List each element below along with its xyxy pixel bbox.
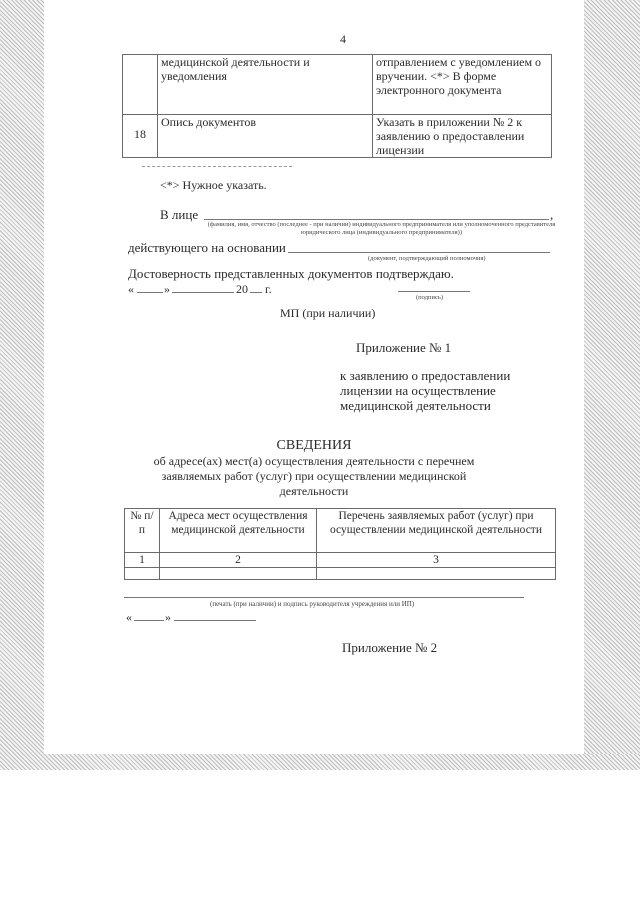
table-row — [123, 115, 552, 158]
seal-text: МП (при наличии) — [280, 306, 376, 320]
cell-number-2: 2 — [160, 553, 317, 568]
table-row — [125, 553, 556, 568]
appendix1-subtitle-1: к заявлению о предоставлении — [340, 368, 511, 383]
empty-cell — [125, 568, 160, 580]
appendix1-title: Приложение № 1 — [356, 340, 452, 355]
svedeniya-subheading-1: об адресе(ах) мест(а) осуществления деятельности с перечнем — [153, 454, 475, 468]
empty-cell — [160, 568, 317, 580]
row-number: 18 — [123, 115, 158, 158]
row-number — [123, 55, 158, 115]
confirm-text: Достоверность представленных документов подтверждаю. — [128, 266, 454, 281]
date-month-line — [172, 292, 234, 293]
date-mid: » — [164, 282, 170, 296]
cell-number-3: 3 — [317, 553, 556, 568]
scan-border-left — [0, 0, 44, 770]
table-row — [123, 55, 552, 115]
cell-number-1: 1 — [125, 553, 160, 568]
table-header-row — [125, 509, 556, 553]
column-header-number: № п/п — [125, 509, 160, 553]
requirements-table — [122, 54, 552, 158]
scan-border-right — [584, 0, 640, 770]
appendix2-title: Приложение № 2 — [342, 640, 438, 655]
addresses-table — [124, 508, 556, 580]
in-person-comma: , — [550, 207, 554, 222]
acting-caption: (документ, подтверждающий полномочия) — [368, 255, 486, 262]
in-person-label: В лице — [160, 207, 199, 222]
svedeniya-heading: СВЕДЕНИЯ — [276, 438, 352, 453]
row-method: Указать в приложении № 2 к заявлению о предоставлении лицензии — [373, 115, 552, 158]
bottom-date-day-line — [134, 620, 164, 621]
acting-line — [288, 252, 550, 253]
acting-label: действующего на основании — [128, 240, 286, 255]
row-name: медицинской деятельности и уведомления — [158, 55, 373, 115]
page-number: 4 — [340, 32, 346, 46]
column-header-addresses: Адреса мест осуществления медицинской деятельности — [160, 509, 317, 553]
row-method: отправлением с уведомлением о вручении. <*> В форме электронного документа — [373, 55, 552, 115]
bottom-date-month-line — [174, 620, 256, 621]
bottom-date-mid: » — [165, 610, 171, 624]
stamp-caption: (печать (при наличии) и подпись руководителя учреждения или ИП) — [210, 600, 415, 608]
date-year-line — [250, 292, 262, 293]
bottom-date-open: « — [126, 610, 132, 624]
table-row — [125, 568, 556, 580]
row-name: Опись документов — [158, 115, 373, 158]
signature-line — [398, 291, 470, 292]
stamp-line — [124, 597, 524, 598]
date-day-line — [137, 292, 163, 293]
scan-border-bottom — [0, 754, 640, 770]
svedeniya-subheading-3: деятельности — [279, 484, 349, 498]
column-header-services: Перечень заявляемых работ (услуг) при осуществлении медицинской деятельности — [317, 509, 556, 553]
appendix1-subtitle-3: медицинской деятельности — [340, 398, 491, 413]
footnote-separator — [142, 166, 292, 167]
document-page — [44, 0, 584, 754]
in-person-caption: (фамилия, имя, отчество (последнее - при наличии) индивидуального предпринимателя или уполномоченного представителя юридического лица (индивидуального предпринимателя)) — [207, 221, 556, 236]
date-suffix: г. — [265, 282, 272, 296]
appendix1-subtitle-2: лицензии на осуществление — [340, 383, 496, 398]
in-person-line — [204, 219, 549, 220]
date-open: « — [128, 282, 134, 296]
signature-caption: (подпись) — [416, 294, 443, 301]
footnote: <*> Нужное указать. — [160, 178, 267, 192]
svedeniya-subheading-2: заявляемых работ (услуг) при осуществлении медицинской — [161, 469, 467, 483]
empty-cell — [317, 568, 556, 580]
date-year: 20 — [236, 282, 248, 296]
